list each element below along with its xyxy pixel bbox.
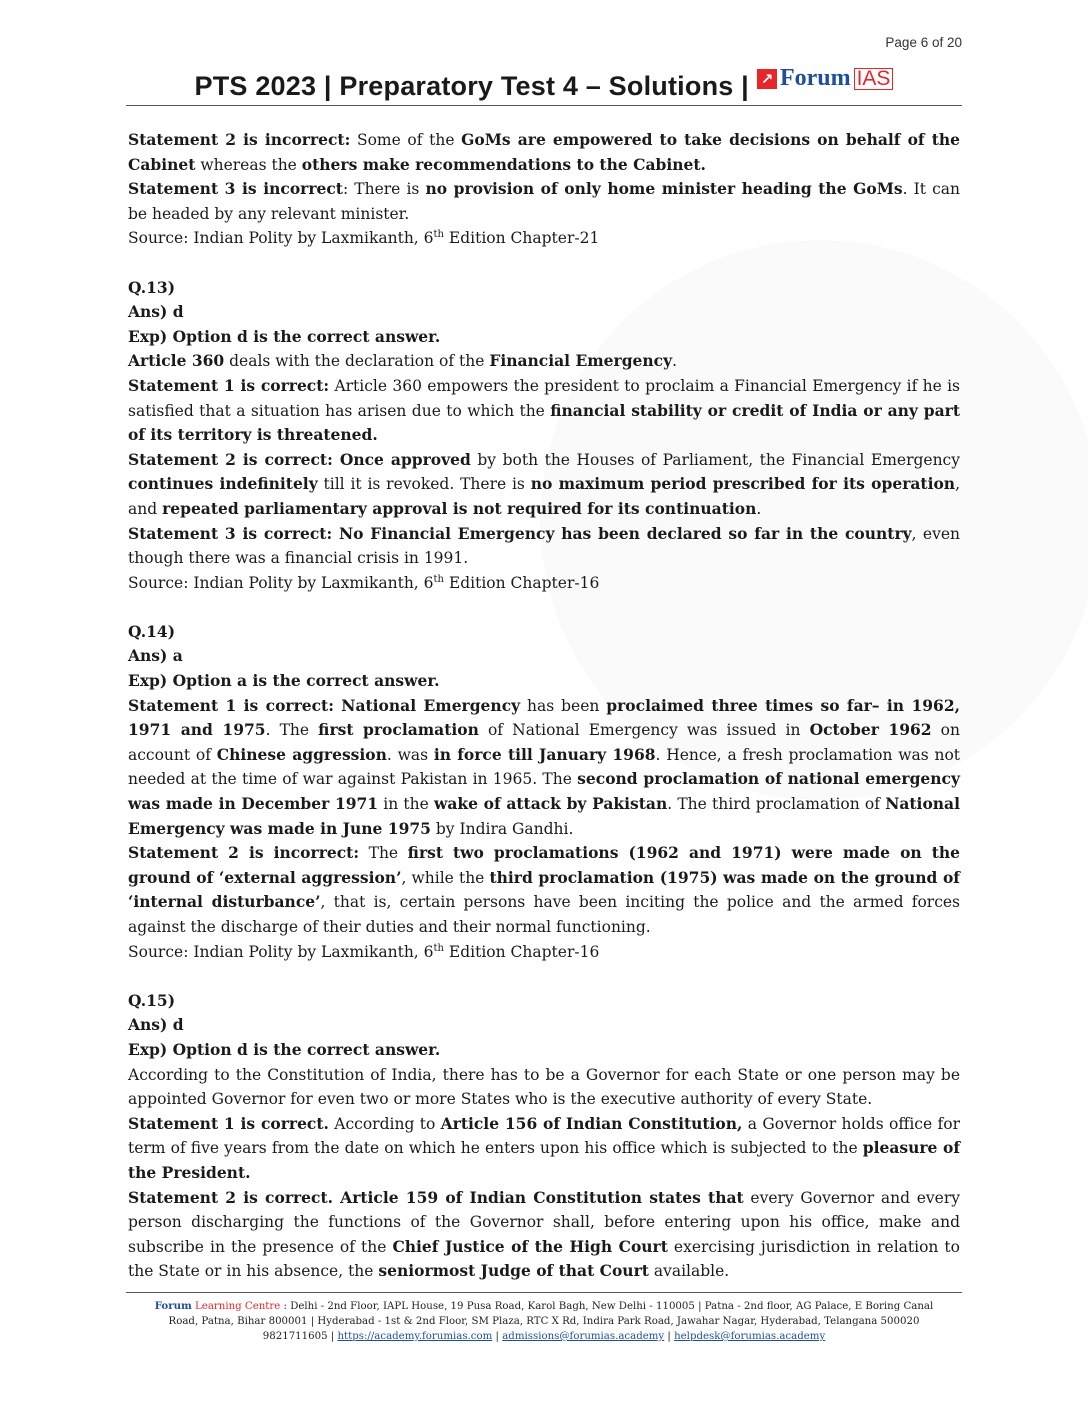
paragraph: Statement 2 is incorrect: The first two proclamations (1962 and 1971) were made on the ground of ‘external aggression’, while the third proclamation (1975) was made on the ground of ‘internal disturbance’, that is, certain persons have been inciting the police and the armed forces against the discharge of their duties and their normal functioning. — [128, 843, 960, 936]
source-line: Source: Indian Polity by Laxmikanth, 6th Edition Chapter-16 — [128, 573, 600, 592]
paragraph: Statement 1 is correct. According to Article 156 of Indian Constitution, a Governor holds office for term of five years from the date on which he enters upon his office which is subjected to the pleasure of the President. — [128, 1113, 960, 1182]
answer-line: Ans) a — [128, 646, 183, 666]
page-title: PTS 2023 | Preparatory Test 4 – Solutions | — [194, 71, 749, 101]
page-header — [126, 60, 962, 106]
paragraph: Statement 1 is correct: National Emergency has been proclaimed three times so far– in 1962, 1971 and 1975. The first proclamation of National Emergency was issued in October 1962 on account of Chinese aggression. was in force till January 1968. Hence, a fresh proclamation was not needed at the time of war against Pakistan in 1965. The second proclamation of national emergency was made in December 1971 in the wake of attack by Pakistan. The third proclamation of National Emergency was made in June 1975 by Indira Gandhi. — [128, 695, 961, 838]
paragraph: Statement 2 is correct. Article 159 of Indian Constitution states that every Governor and every person discharging the functions of the Governor shall, before entering upon his office, make and subscribe in the presence of the Chief Justice of the High Court exercising jurisdiction in relation to the State or in his absence, the seniormost Judge of that Court available. — [128, 1187, 960, 1281]
question-number: Q.14) — [128, 621, 176, 641]
answer-line: Ans) d — [128, 302, 184, 322]
explanation-heading: Exp) Option d is the correct answer. — [128, 1039, 441, 1059]
paragraph: Statement 2 is incorrect: Some of the GoMs are empowered to take decisions on behalf of the Cabinet whereas the others make recommendations to the Cabinet. — [128, 130, 960, 174]
paragraph: According to the Constitution of India, there has to be a Governor for each State or one person may be appointed Governor for even two or more States who is the executive authority of every State. — [128, 1065, 960, 1109]
admissions-email-link[interactable]: admissions@forumias.academy — [502, 1331, 665, 1342]
solution-content — [128, 128, 960, 1284]
helpdesk-email-link[interactable]: helpdesk@forumias.academy — [674, 1331, 826, 1342]
source-line: Source: Indian Polity by Laxmikanth, 6th Edition Chapter-16 — [128, 942, 600, 961]
explanation-heading: Exp) Option a is the correct answer. — [128, 671, 440, 691]
footer-contact-line: 9821711605 | https://academy.forumias.com | admissions@forumias.academy | helpdesk@forumias.academy — [262, 1331, 826, 1342]
paragraph: Statement 3 is incorrect: There is no provision of only home minister heading the GoMs. It can be headed by any relevant minister. — [128, 179, 960, 223]
forumias-logo — [757, 65, 894, 92]
answer-line: Ans) d — [128, 1015, 184, 1035]
source-line: Source: Indian Polity by Laxmikanth, 6th Edition Chapter-21 — [128, 229, 600, 248]
paragraph: Statement 2 is correct: Once approved by both the Houses of Parliament, the Financial Emergency continues indefinitely till it is revoked. There is no maximum period prescribed for its operation, and repeated parliamentary approval is not required for its continuation. — [128, 449, 961, 518]
paragraph: Statement 1 is correct: Article 360 empowers the president to proclaim a Financial Emergency if he is satisfied that a situation has arisen due to which the financial stability or credit of India or any part of its territory is threatened. — [128, 375, 960, 445]
page-number: Page 6 of 20 — [885, 35, 962, 50]
footer-address-line: Forum Learning Centre : Delhi - 2nd Floor, IAPL House, 19 Pusa Road, Karol Bagh, New Delhi - 110005 | Patna - 2nd floor, AG Palace, E Boring Canal — [154, 1300, 934, 1312]
website-link[interactable]: https://academy.forumias.com — [337, 1331, 493, 1342]
paragraph: Article 360 deals with the declaration of the Financial Emergency. — [128, 351, 678, 371]
explanation-heading: Exp) Option d is the correct answer. — [128, 326, 441, 346]
paragraph: Statement 3 is correct: No Financial Emergency has been declared so far in the country, even though there was a financial crisis in 1991. — [128, 523, 960, 568]
page-footer — [126, 1292, 962, 1344]
question-number: Q.13) — [128, 277, 176, 297]
logo-forum-text: Forum — [779, 65, 851, 91]
question-number: Q.15) — [128, 990, 176, 1010]
logo-ias-text: IAS — [854, 68, 894, 90]
footer-address-line: Road, Patna, Bihar 800001 | Hyderabad - 1st & 2nd Floor, SM Plaza, RTC X Rd, Indira Park Road, Jawahar Nagar, Hyderabad, Telangana 500020 — [168, 1316, 920, 1327]
arrow-icon: ↗ — [757, 69, 777, 89]
